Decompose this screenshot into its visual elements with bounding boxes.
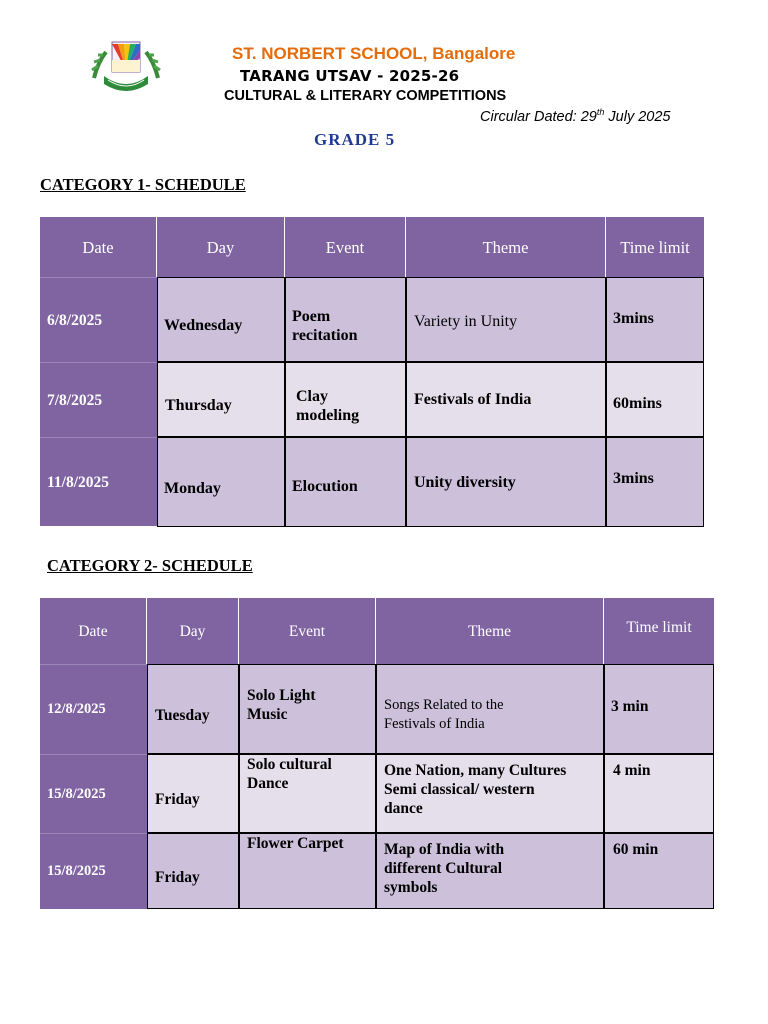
cat1-row1-day: Wednesday: [157, 277, 285, 362]
col-header-time: Time limit: [606, 217, 704, 277]
cat1-row3-event: Elocution: [285, 437, 406, 527]
category-1-title: CATEGORY 1- SCHEDULE: [40, 175, 246, 194]
cat2-row3-time: 60 min: [604, 833, 714, 909]
cat1-row3-day: Monday: [157, 437, 285, 527]
cat1-row2-event: Clay modeling: [285, 362, 406, 437]
cat2-row2-date: 15/8/2025: [40, 754, 147, 833]
cat2-row2-day: Friday: [147, 754, 239, 833]
cat1-row2-time: 60mins: [606, 362, 704, 437]
cat2-row2-theme: One Nation, many Cultures Semi classical/ western dance: [376, 754, 604, 833]
competitions-title: CULTURAL & LITERARY COMPETITIONS: [224, 88, 507, 104]
cat1-row3-theme: Unity diversity: [406, 437, 606, 527]
cat1-row1-date: 6/8/2025: [40, 277, 157, 362]
cat2-row1-day: Tuesday: [147, 664, 239, 754]
col-header-theme: Theme: [406, 217, 606, 277]
circular-date: Circular Dated: 29th July 2025: [480, 107, 671, 125]
cat2-row3-date: 15/8/2025: [40, 833, 147, 909]
cat1-row3-time: 3mins: [606, 437, 704, 527]
col-header-theme: Theme: [376, 598, 604, 664]
col-header-date: Date: [40, 598, 147, 664]
col-header-day: Day: [147, 598, 239, 664]
cat1-row2-theme: Festivals of India: [406, 362, 606, 437]
cat1-row1-event: Poem recitation: [285, 277, 406, 362]
cat1-row3-date: 11/8/2025: [40, 437, 157, 526]
col-header-event: Event: [239, 598, 376, 664]
cat1-row2-day: Thursday: [157, 362, 285, 437]
school-logo: [88, 40, 164, 98]
grade-heading: GRADE 5: [314, 130, 396, 149]
cat1-row2-date: 7/8/2025: [40, 362, 157, 437]
cat2-row2-event: Solo cultural Dance: [239, 754, 376, 833]
cat2-row1-theme: Songs Related to the Festivals of India: [376, 664, 604, 754]
col-header-day: Day: [157, 217, 285, 277]
cat2-row3-theme: Map of India with different Cultural symbols: [376, 833, 604, 909]
cat1-row1-time: 3mins: [606, 277, 704, 362]
category-2-title: CATEGORY 2- SCHEDULE: [47, 556, 253, 575]
cat2-row2-time: 4 min: [604, 754, 714, 833]
cat2-row3-event: Flower Carpet: [239, 833, 376, 909]
cat2-row1-date: 12/8/2025: [40, 664, 147, 754]
cat2-row1-event: Solo Light Music: [239, 664, 376, 754]
col-header-event: Event: [285, 217, 406, 277]
col-header-time: Time limit: [604, 598, 714, 664]
festival-title: TARANG UTSAV - 2025-26: [240, 67, 460, 85]
cat1-row1-theme: Variety in Unity: [406, 277, 606, 362]
school-name: ST. NORBERT SCHOOL, Bangalore: [232, 44, 516, 63]
cat2-row1-time: 3 min: [604, 664, 714, 754]
col-header-date: Date: [40, 217, 157, 277]
cat2-row3-day: Friday: [147, 833, 239, 909]
